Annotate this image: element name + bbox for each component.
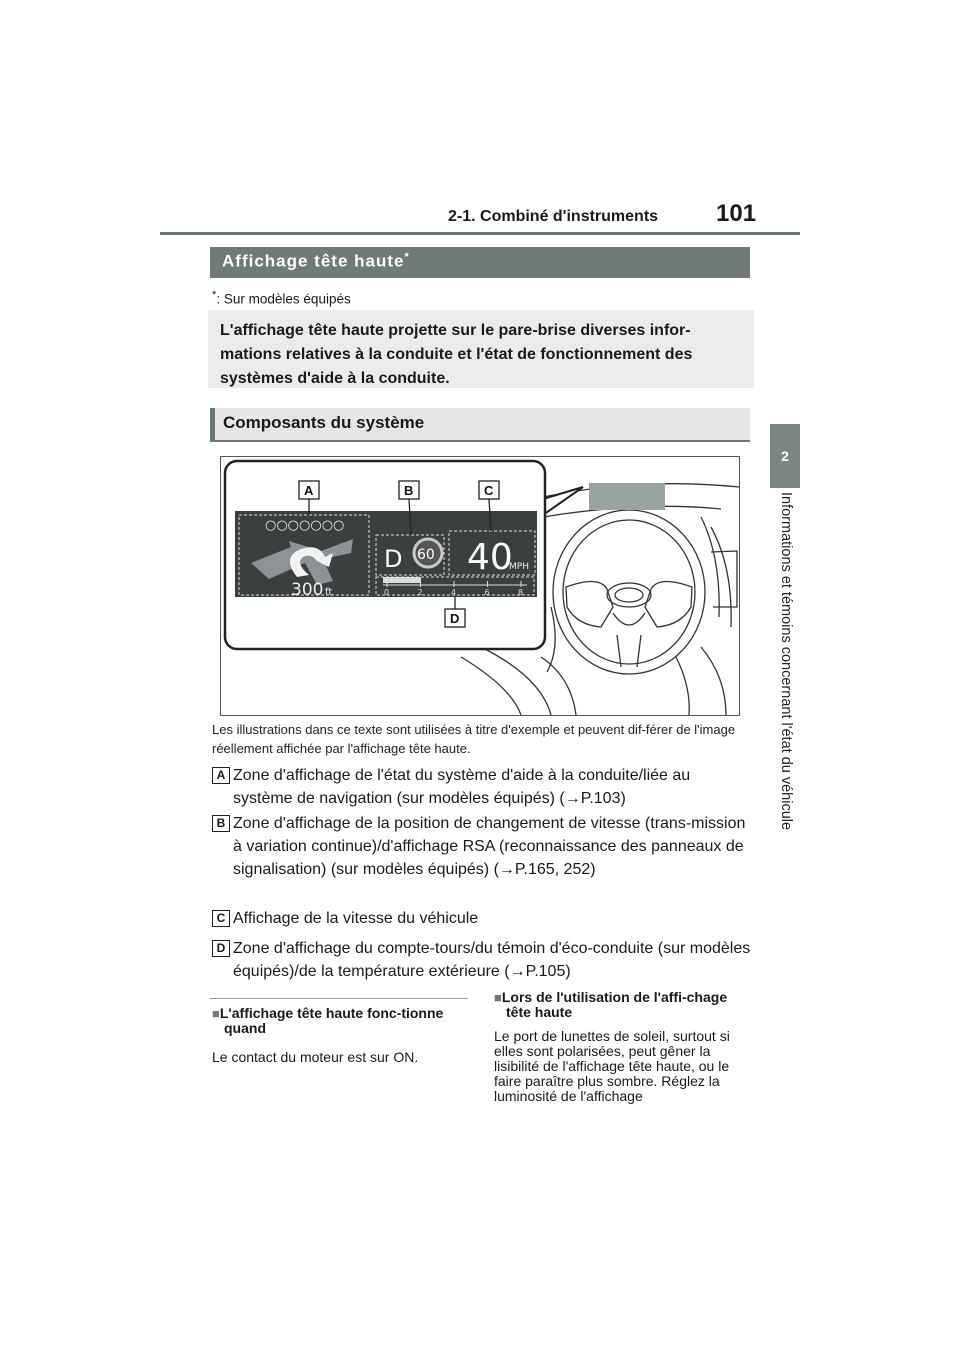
tick-label: 8 [518, 588, 524, 597]
chapter-tab: 2 [770, 424, 800, 488]
footnote [212, 289, 351, 307]
tick-label: 0 [384, 588, 390, 597]
chapter-side-text: Informations et témoins concernant l'état du véhicule [778, 492, 794, 831]
footnote-marker: * [212, 289, 217, 301]
callout-label: C [484, 483, 494, 498]
hud-windshield-area [589, 483, 665, 510]
section-title: 2-1. Combiné d'instruments [448, 208, 659, 225]
right-column-heading-wrap [494, 990, 752, 1020]
title-text: Affichage tête haute [222, 251, 405, 271]
chapter-side-text-wrap [776, 492, 796, 892]
title-text-wrap [222, 251, 410, 272]
footnote-text: : Sur modèles équipés [216, 291, 351, 307]
hud-distance-unit: ft [325, 587, 333, 598]
header-rule [160, 232, 800, 235]
left-column-body: Le contact du moteur est sur ON. [212, 1049, 419, 1065]
title-marker: * [404, 251, 410, 263]
item-label: A [212, 767, 230, 784]
square-bullet-icon: ■ [212, 1006, 220, 1021]
column-rule [210, 998, 468, 999]
item-label: B [212, 815, 230, 832]
tick-label: 2 [417, 588, 423, 597]
tachometer-bar [383, 577, 421, 583]
section-rule [210, 440, 750, 442]
hud-distance: 300 [291, 580, 324, 600]
title-bar [210, 247, 750, 278]
hud-gear: D [384, 545, 403, 573]
hud-illustration [220, 456, 740, 716]
callout-label: D [450, 611, 460, 626]
item-text: Zone d'affichage de l'état du système d'aide à la conduite/liée au système de navigation (sur modèles équipés) (→P.103) [233, 767, 691, 807]
item-text: Zone d'affichage de la position de changement de vitesse (trans-mission à variation continue)/d'affichage RSA (reconnaissance des panneaux de signalisation) (sur modèles équipés) (→P.165, 252) [233, 815, 746, 878]
tick-label: 6 [484, 588, 490, 597]
item-text: Zone d'affichage du compte-tours/du témoin d'éco-conduite (sur modèles équipés)/de la température extérieure (→P.105) [233, 940, 751, 980]
hud-speed-unit: MPH [509, 562, 529, 572]
callout-pointer [543, 487, 583, 515]
hud-circles: ○○○○○○○ [265, 518, 345, 533]
item-label: C [212, 910, 230, 927]
right-column-heading: Lors de l'utilisation de l'affi-chage tête haute [501, 989, 728, 1020]
left-column [212, 1006, 452, 1065]
callout-label: B [404, 483, 414, 498]
page-number: 101 [716, 200, 757, 227]
section-heading [210, 408, 750, 440]
hud-illustration-svg [221, 457, 739, 715]
square-bullet-icon: ■ [494, 990, 502, 1005]
hud-speed: 40 [467, 537, 513, 578]
intro-text: L'affichage tête haute projette sur le pare-brise diverses infor-mations relatives à la conduite et l'état de fonctionnement des systèmes d'aide à la conduite. [220, 322, 693, 387]
section-heading-text: Composants du système [223, 413, 425, 432]
callout-label: A [304, 483, 314, 498]
right-column-body: Le port de lunettes de soleil, surtout si elles sont polarisées, peut gêner la lisibilité de l'affichage tête haute, ou le faire paraître plus sombre. Réglez la luminosité de l'affichage [494, 1028, 730, 1104]
left-column-heading-wrap [212, 1006, 452, 1036]
tick-label: 4 [451, 588, 457, 597]
illustration-caption: Les illustrations dans ce texte sont utilisées à titre d'exemple et peuvent dif-férer de l'image réellement affichée par l'affichage tête haute. [212, 722, 736, 756]
item-text: Affichage de la vitesse du véhicule [233, 910, 479, 927]
intro-box [208, 310, 754, 388]
right-column [494, 990, 752, 1104]
item-label: D [212, 940, 230, 957]
hud-speed-limit: 60 [417, 547, 435, 563]
left-column-heading: L'affichage tête haute fonc-tionne quand [219, 1005, 444, 1036]
